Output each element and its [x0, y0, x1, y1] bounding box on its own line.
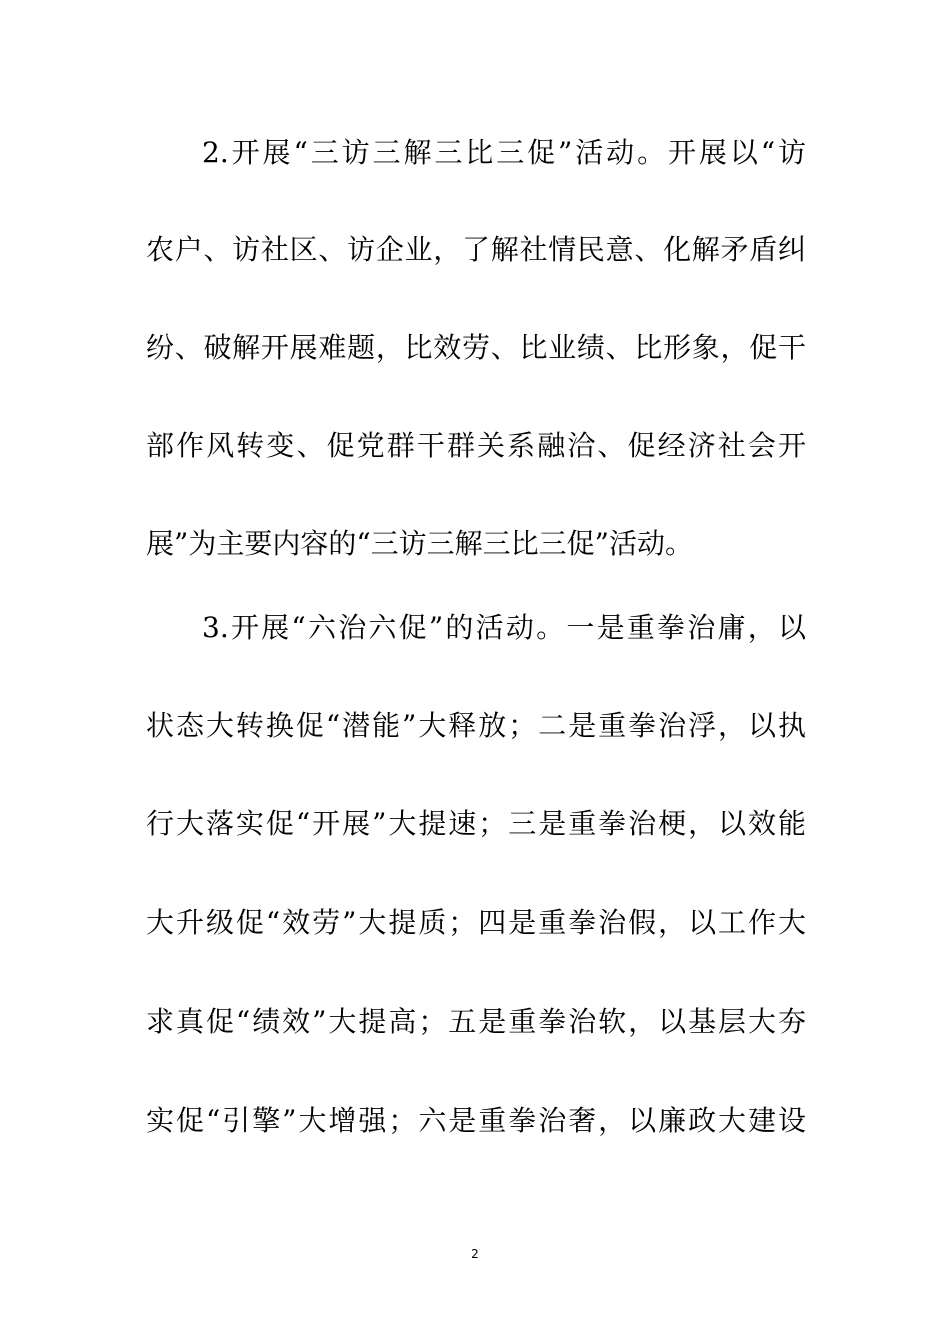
- paragraph-line: 部作风转变、促党群干群关系融洽、促经济社会开: [146, 429, 806, 462]
- paragraph-line: 大升级促“效劳”大提质；四是重拳治假，以工作大: [146, 906, 806, 939]
- paragraph-line: 展”为主要内容的“三访三解三比三促”活动。: [146, 527, 693, 560]
- paragraph-line: 纷、破解开展难题，比效劳、比业绩、比形象，促干: [146, 331, 806, 364]
- paragraph-line: 状态大转换促“潜能”大释放；二是重拳治浮，以执: [146, 709, 806, 742]
- paragraph-line: 2.开展“三访三解三比三促”活动。开展以“访: [202, 136, 806, 169]
- paragraph-line: 农户、访社区、访企业，了解社情民意、化解矛盾纠: [146, 233, 806, 266]
- paragraph-line: 3.开展“六治六促”的活动。一是重拳治庸，以: [202, 611, 806, 644]
- paragraph-line: 行大落实促“开展”大提速；三是重拳治梗，以效能: [146, 807, 806, 840]
- paragraph-line: 实促“引擎”大增强；六是重拳治奢，以廉政大建设: [146, 1104, 806, 1137]
- paragraph-line: 求真促“绩效”大提高；五是重拳治软，以基层大夯: [146, 1005, 806, 1038]
- page-number: 2: [471, 1247, 479, 1261]
